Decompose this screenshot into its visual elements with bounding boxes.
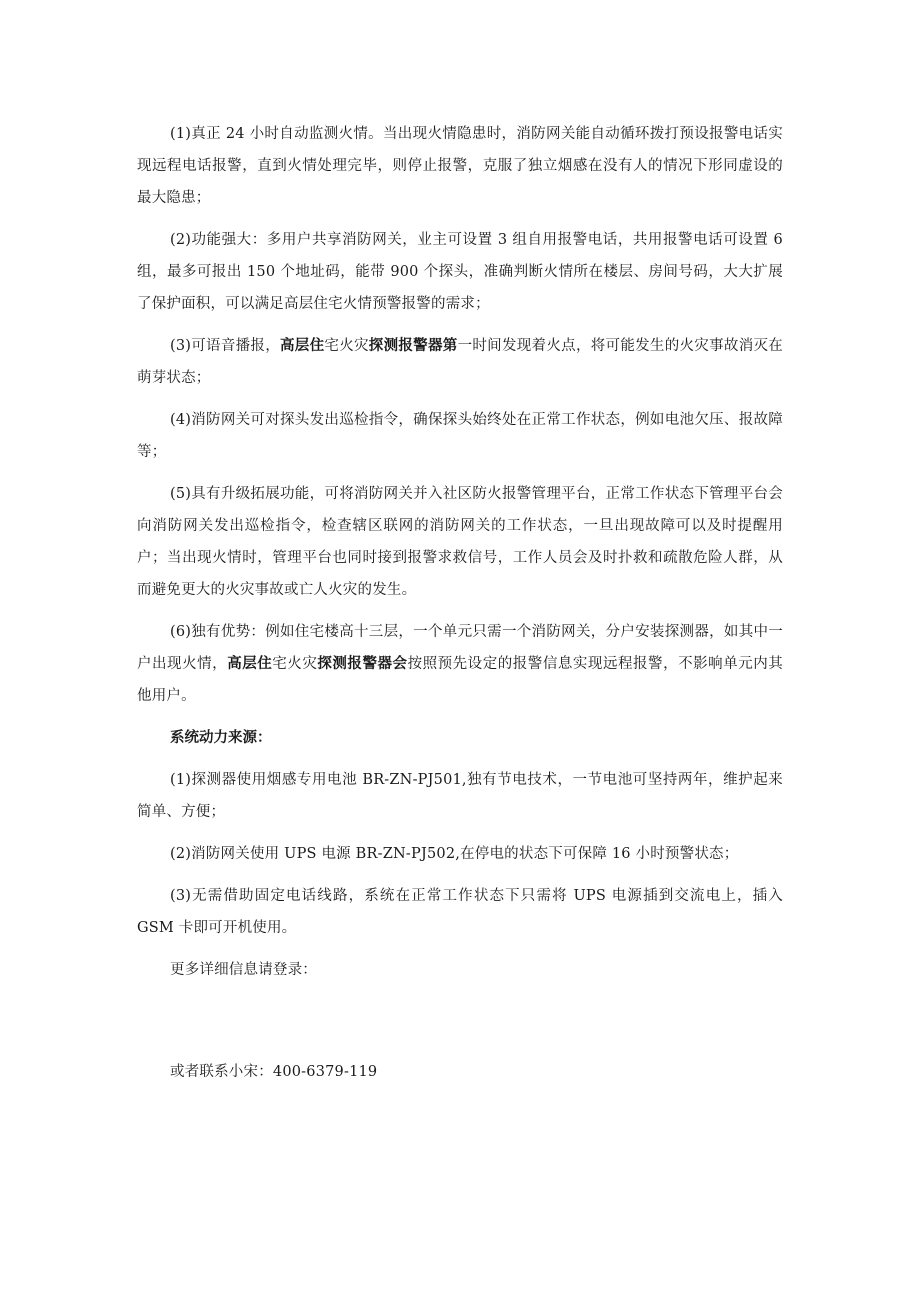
contact-text: 或者联系小宋：400-6379-119 [170,1064,378,1080]
feature-item-5 [137,478,783,606]
bold-text-run: 探测报警器会 [317,656,408,672]
document-body [137,118,783,1098]
feature-item-2 [137,224,783,320]
text-run: (3)可语音播报， [170,338,281,354]
feature-item-1 [137,118,783,214]
text-run: (2)功能强大：多用户共享消防网关，业主可设置 3 组自用报警电话，共用报警电话可设置 6 组，最多可报出 150 个地址码，能带 900 个探头，准确判断火情所在楼层、房间号码，大大扩展了保护面积，可以满足高层住宅火情预警报警的需求； [137,232,783,312]
power-item-2: (2)消防网关使用 UPS 电源 BR-ZN-PJ502,在停电的状态下可保障 16 小时预警状态； [170,846,739,862]
power-heading: 系统动力来源： [170,730,272,746]
text-run: 宅火灾 [272,656,318,672]
text-run: 一时间发现着火点，将可能发生的火灾事故消灭在萌芽状态； [137,338,783,386]
text-run: 按照预先设定的报警信息实现远程报警，不影响单元内其他用户。 [137,656,783,704]
features-section [137,118,783,712]
spacer [137,996,783,1056]
bold-text-run: 高层住 [280,338,325,354]
more-info-text: 更多详细信息请登录： [170,962,317,978]
feature-item-6 [137,616,783,712]
bold-text-run: 高层住 [227,656,273,672]
text-run: 宅火灾 [324,338,369,354]
text-run: (1)真正 24 小时自动监测火情。当出现火情隐患时，消防网关能自动循环拨打预设报警电话实现远程电话报警，直到火情处理完毕，则停止报警，克服了独立烟感在没有人的情况下形同虚设的最大隐患； [137,126,783,206]
text-run: (5)具有升级拓展功能，可将消防网关并入社区防火报警管理平台，正常工作状态下管理平台会向消防网关发出巡检指令，检查辖区联网的消防网关的工作状态，一旦出现故障可以及时提醒用户；当出现火情时，管理平台也同时接到报警求救信号，工作人员会及时扑救和疏散危险人群，从而避免更大的火灾事故或亡人火灾的发生。 [137,486,783,598]
feature-item-3 [137,330,783,394]
bold-text-run: 探测报警器第 [368,338,458,354]
text-run: (4)消防网关可对探头发出巡检指令，确保探头始终处在正常工作状态，例如电池欠压、报故障等； [137,412,783,460]
text-run: (6)独有优势：例如住宅楼高十三层，一个单元只需一个消防网关，分户安装探测器，如其中一户出现火情， [137,624,783,672]
power-item-3: (3)无需借助固定电话线路，系统在正常工作状态下只需将 UPS 电源插到交流电上，插入 GSM 卡即可开机使用。 [137,888,783,936]
feature-item-4 [137,404,783,468]
power-item-1: (1)探测器使用烟感专用电池 BR-ZN-PJ501,独有节电技术，一节电池可坚持两年，维护起来简单、方便； [137,772,783,820]
